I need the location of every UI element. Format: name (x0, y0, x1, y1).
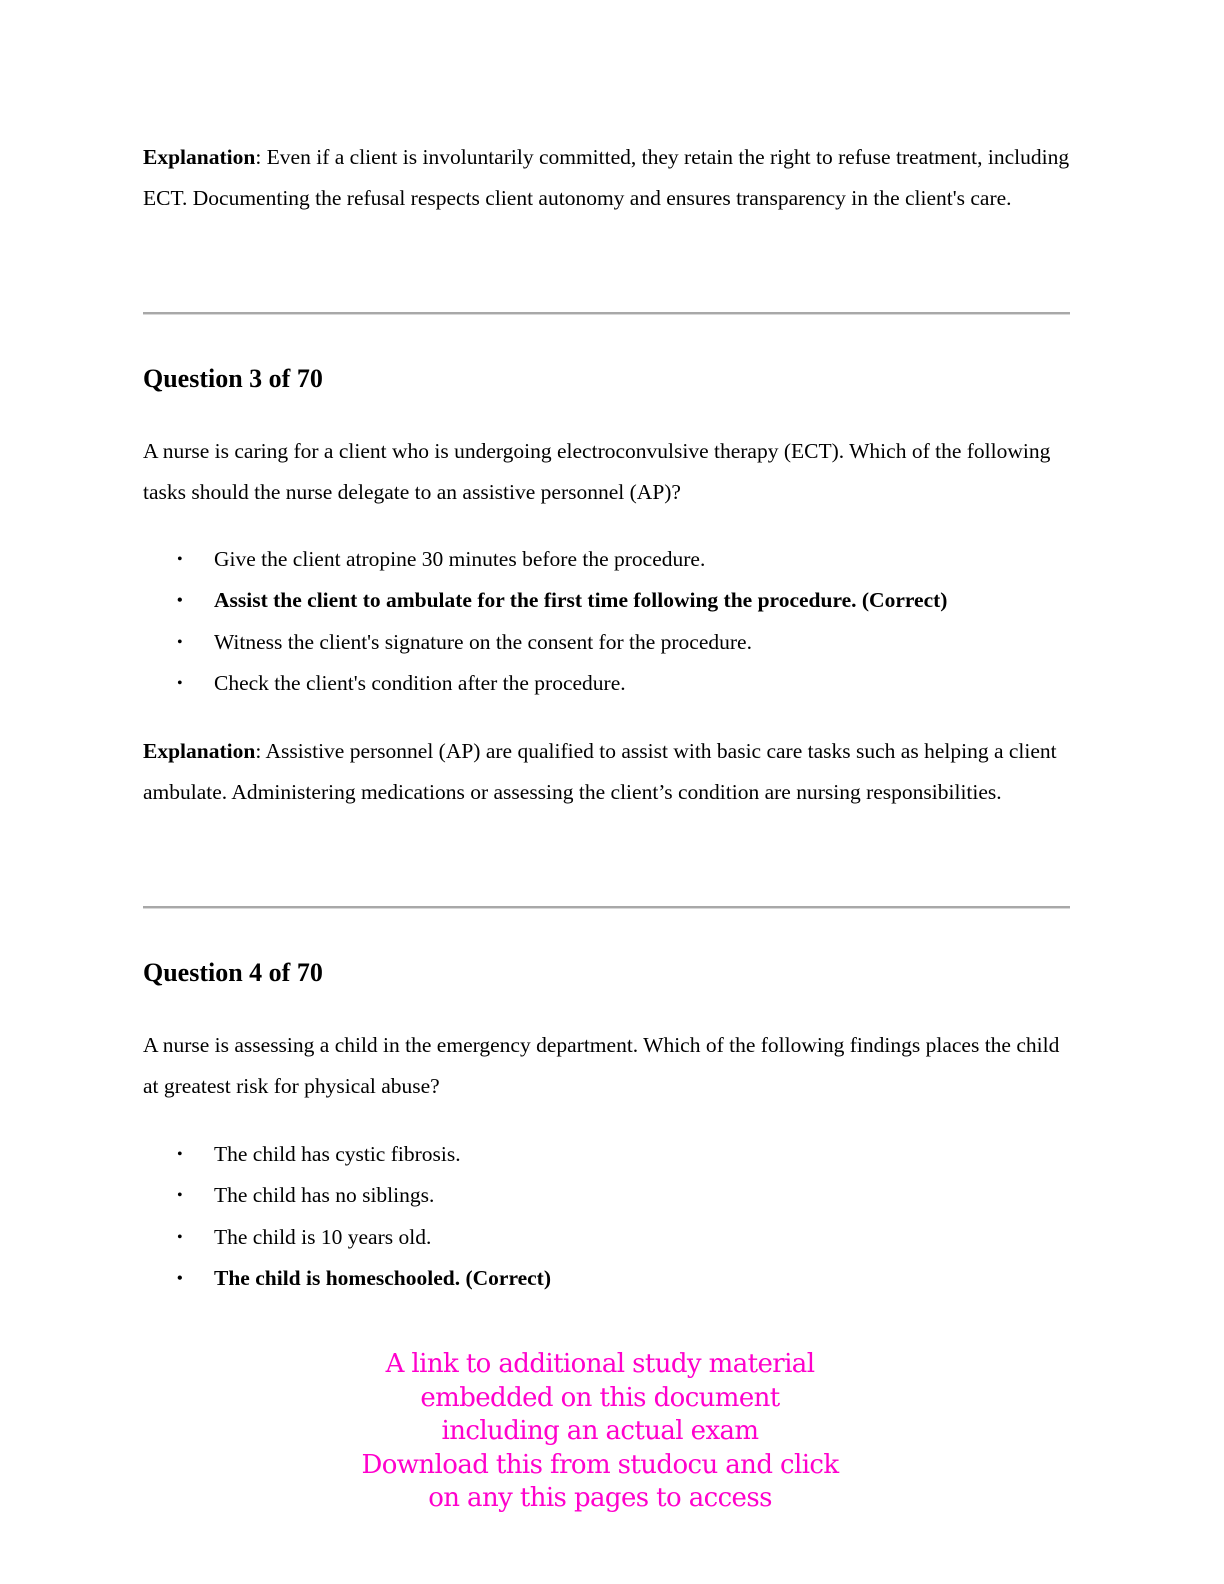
bullet-icon: • (177, 1269, 183, 1287)
bullet-icon: • (177, 1187, 183, 1205)
option-item (143, 1217, 1071, 1258)
question-4-options (143, 1134, 1071, 1299)
explanation-label: Explanation (143, 739, 256, 763)
option-text: Give the client atropine 30 minutes before the procedure. (214, 547, 706, 571)
explanation-text: : Assistive personnel (AP) are qualified to assist with basic care tasks such as helping a client ambulate. Administering medications or assessing the client’s condition are nursing responsibilities. (143, 739, 1057, 804)
option-text: Assist the client to ambulate for the first time following the procedure. (Correct) (214, 588, 948, 613)
option-item-correct (143, 1258, 1071, 1299)
explanation-label: Explanation (143, 145, 256, 169)
question-4-heading: Question 4 of 70 (143, 958, 323, 987)
bullet-icon: • (177, 1228, 183, 1246)
explanation-q2 (143, 137, 1071, 219)
promo-link-text[interactable] (300, 1348, 900, 1516)
option-text: Check the client's condition after the procedure. (214, 670, 626, 695)
question-3-text: A nurse is caring for a client who is undergoing electroconvulsive therapy (ECT). Which of the following tasks should the nurse delegate to an assistive personnel (AP)? (143, 439, 1051, 504)
option-item (143, 539, 1071, 580)
promo-line[interactable]: on any this pages to access (428, 1483, 772, 1513)
promo-line[interactable]: A link to additional study material (385, 1349, 815, 1379)
bullet-icon: • (177, 633, 183, 651)
question-3-options (143, 539, 1071, 704)
option-item (143, 663, 1071, 704)
option-text: The child has cystic fibrosis. (214, 1142, 461, 1166)
option-text: Witness the client's signature on the consent for the procedure. (214, 629, 752, 654)
option-item (143, 1175, 1071, 1216)
explanation-text: : Even if a client is involuntarily committed, they retain the right to refuse treatment, including ECT. Documenting the refusal respects client autonomy and ensures transparency in the client's care. (143, 145, 1070, 210)
option-item-correct (143, 580, 1071, 621)
bullet-icon: • (177, 551, 183, 568)
explanation-q3 (143, 731, 1071, 813)
option-text: The child is homeschooled. (Correct) (214, 1265, 551, 1290)
bullet-icon: • (177, 592, 183, 610)
promo-line[interactable]: embedded on this document (420, 1382, 780, 1413)
promo-line[interactable]: Download this from studocu and click (361, 1449, 839, 1480)
question-4-text: A nurse is assessing a child in the emergency department. Which of the following findings places the child at greatest risk for physical abuse? (143, 1033, 1060, 1098)
bullet-icon: • (177, 674, 183, 692)
option-item (143, 622, 1071, 663)
bullet-icon: • (177, 1146, 183, 1163)
section-divider (143, 906, 1070, 909)
option-text: The child is 10 years old. (214, 1224, 432, 1249)
section-divider (143, 312, 1070, 315)
question-3-heading: Question 3 of 70 (143, 364, 323, 393)
promo-line[interactable]: including an actual exam (441, 1416, 759, 1446)
option-item (143, 1134, 1071, 1175)
option-text: The child has no siblings. (214, 1183, 435, 1208)
